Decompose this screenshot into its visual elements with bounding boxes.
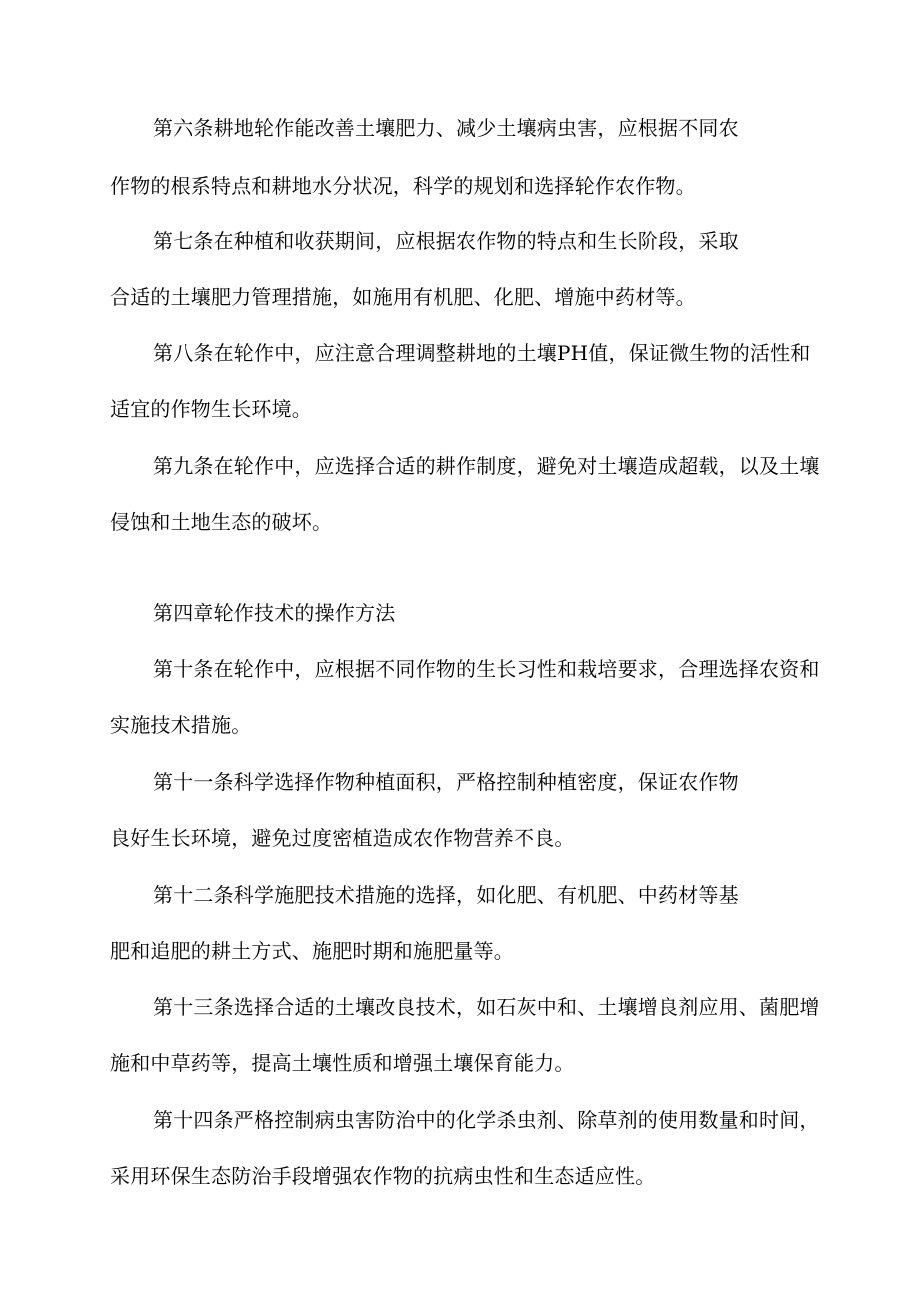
article-6-line-2: 作物的根系特点和耕地水分状况，科学的规划和选择轮作农作物。 [110,174,696,198]
article-11-line-1: 第十一条科学选择作物种植面积，严格控制种植密度，保证农作物 [153,770,739,794]
chapter-heading: 第四章轮作技术的操作方法 [153,601,396,625]
article-10-line-2: 实施技术措施。 [110,713,252,737]
article-8-line-2: 适宜的作物生长环境。 [110,397,312,421]
article-10-line-1: 第十条在轮作中，应根据不同作物的生长习性和栽培要求，合理选择农资和 [153,657,820,681]
article-11-line-2: 良好生长环境，避免过度密植造成农作物营养不良。 [110,826,575,850]
article-8-line-1: 第八条在轮作中，应注意合理调整耕地的土壤PH值，保证微生物的活性和 [153,341,811,365]
article-12-line-1: 第十二条科学施肥技术措施的选择，如化肥、有机肥、中药材等基 [153,883,739,907]
article-7-line-2: 合适的土壤肥力管理措施，如施用有机肥、化肥、增施中药材等。 [110,285,696,309]
article-7-line-1: 第七条在种植和收获期间，应根据农作物的特点和生长阶段，采取 [153,229,739,253]
article-14-line-2: 采用环保生态防治手段增强农作物的抗病虫性和生态适应性。 [110,1164,656,1188]
article-14-line-1: 第十四条严格控制病虫害防治中的化学杀虫剂、除草剂的使用数量和时间， [153,1108,820,1132]
article-12-line-2: 肥和追肥的耕土方式、施肥时期和施肥量等。 [110,939,514,963]
article-13-line-2: 施和中草药等，提高土壤性质和增强土壤保育能力。 [110,1051,575,1075]
article-6-line-1: 第六条耕地轮作能改善土壤肥力、减少土壤病虫害，应根据不同农 [153,116,739,140]
article-13-line-1: 第十三条选择合适的土壤改良技术，如石灰中和、土壤增良剂应用、菌肥增 [153,995,820,1019]
article-9-line-2: 侵蚀和土地生态的破坏。 [110,510,333,534]
article-9-line-1: 第九条在轮作中，应选择合适的耕作制度，避免对土壤造成超载，以及土壤 [153,454,820,478]
